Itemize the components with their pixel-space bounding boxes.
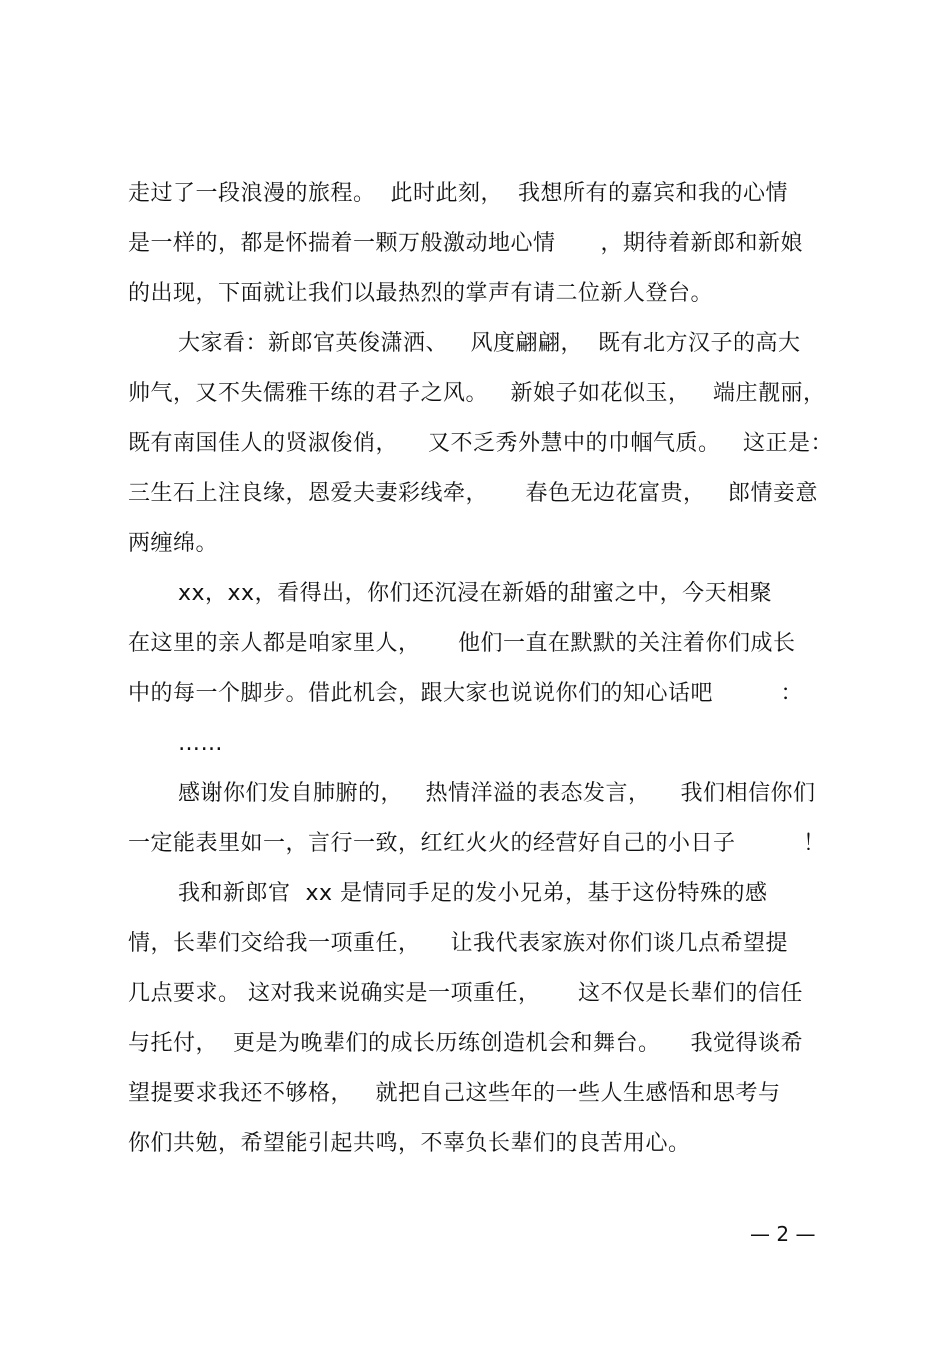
paragraph-line: 你们共勉，希望能引起共鸣，不辜负长辈们的良苦用心。 — [128, 1131, 691, 1156]
paragraph-line: 在这里的亲人都是咱家里人， 他们一直在默默的关注着你们成长 — [128, 631, 796, 656]
paragraph-line: 三生石上注良缘，恩爱夫妻彩线牵， 春色无边花富贵， 郎情妾意 — [128, 481, 818, 506]
paragraph-line: 望提要求我还不够格， 就把自己这些年的一些人生感悟和思考与 — [128, 1081, 781, 1106]
paragraph-line: 与托付， 更是为晚辈们的成长历练创造机会和舞台。 我觉得谈希 — [128, 1031, 803, 1056]
paragraph-line: 一定能表里如一，言行一致，红红火火的经营好自己的小日子 ！ — [128, 831, 826, 856]
paragraph-line: xx，xx，看得出，你们还沉浸在新婚的甜蜜之中，今天相聚 — [178, 581, 773, 606]
paragraph-line: 两缠绵。 — [128, 531, 219, 556]
paragraph-line: 既有南国佳人的贤淑俊俏， 又不乏秀外慧中的巾帼气质。 这正是： — [128, 431, 833, 456]
paragraph-line: 情，长辈们交给我一项重任， 让我代表家族对你们谈几点希望提 — [128, 931, 788, 956]
paragraph-line: 我和新郎官 xx 是情同手足的发小兄弟，基于这份特殊的感 — [178, 881, 768, 906]
paragraph-line: 中的每一个脚步。借此机会，跟大家也说说你们的知心话吧 ： — [128, 681, 803, 706]
paragraph-line: 感谢你们发自肺腑的， 热情洋溢的表态发言， 我们相信你们 — [178, 781, 816, 806]
paragraph-line: 大家看：新郎官英俊潇洒、 风度翩翩， 既有北方汉子的高大 — [178, 331, 801, 356]
paragraph-line: 是一样的，都是怀揣着一颗万般激动地心情 ，期待着新郎和新娘 — [128, 231, 803, 256]
paragraph-line: 几点要求。 这对我来说确实是一项重任， 这不仅是长辈们的信任 — [128, 981, 803, 1006]
paragraph-line: 的出现，下面就让我们以最热烈的掌声有请二位新人登台。 — [128, 281, 714, 306]
paragraph-line: 帅气，又不失儒雅干练的君子之风。 新娘子如花似玉， 端庄靓丽， — [128, 381, 826, 406]
page-number: — 2 — — [750, 1222, 816, 1246]
paragraph-line: …… — [178, 731, 223, 756]
paragraph-line: 走过了一段浪漫的旅程。 此时此刻， 我想所有的嘉宾和我的心情 — [128, 181, 788, 206]
